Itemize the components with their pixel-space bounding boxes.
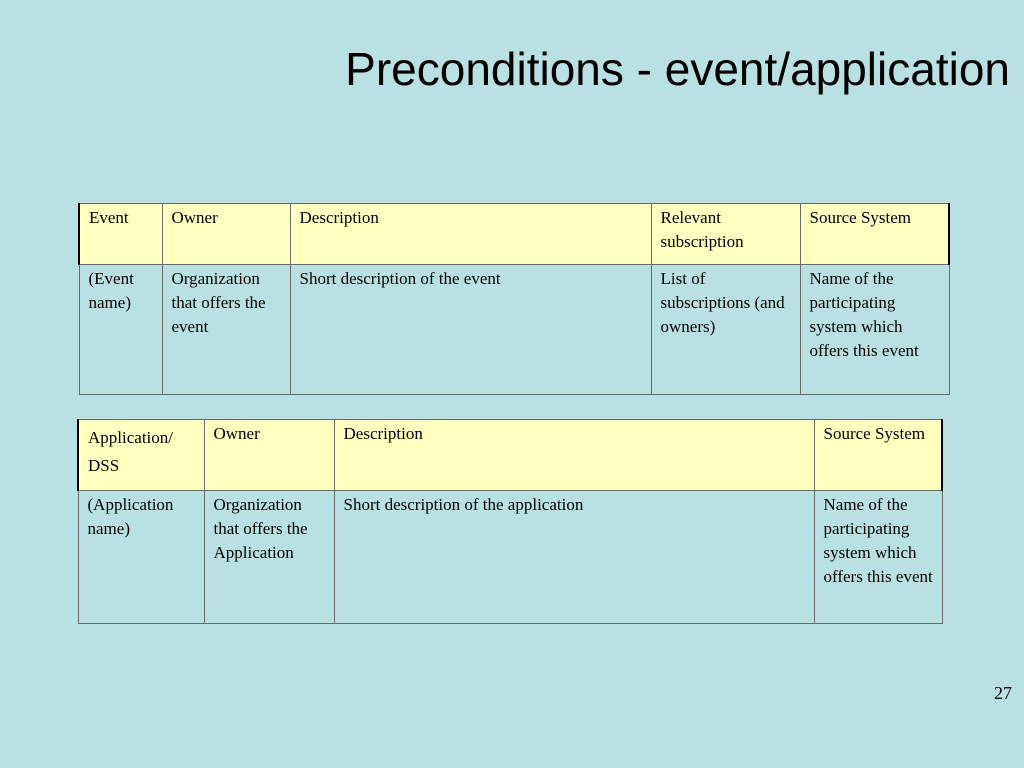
- cell-application-source-system: Name of the participating system which offers this event: [814, 491, 942, 624]
- event-table-header-row: [79, 204, 949, 265]
- application-table: [77, 419, 943, 624]
- cell-application-name: (Application name): [78, 491, 204, 624]
- header-owner: Owner: [162, 204, 290, 265]
- header-application-line: Application/: [88, 428, 173, 447]
- header-event: Event: [79, 204, 162, 265]
- cell-event-description: Short description of the event: [290, 265, 651, 395]
- header-description: Description: [334, 420, 814, 491]
- cell-event-name: (Event name): [79, 265, 162, 395]
- header-description: Description: [290, 204, 651, 265]
- header-relevant-subscription: Relevant subscription: [651, 204, 800, 265]
- cell-event-owner: Organization that offers the event: [162, 265, 290, 395]
- header-dss-line: DSS: [88, 456, 120, 475]
- cell-application-description: Short description of the application: [334, 491, 814, 624]
- application-table-row: [78, 491, 942, 624]
- header-source-system: Source System: [814, 420, 942, 491]
- page-number: 27: [994, 683, 1012, 703]
- event-table-row: [79, 265, 949, 395]
- application-table-header-row: [78, 420, 942, 491]
- cell-application-owner: Organization that offers the Application: [204, 491, 334, 624]
- header-source-system: Source System: [800, 204, 949, 265]
- cell-event-subscription: List of subscriptions (and owners): [651, 265, 800, 395]
- event-table: [78, 203, 950, 395]
- header-application-dss: [78, 420, 204, 491]
- header-owner: Owner: [204, 420, 334, 491]
- cell-event-source-system: Name of the participating system which offers this event: [800, 265, 949, 395]
- slide-title: Preconditions - event/application: [345, 43, 1010, 95]
